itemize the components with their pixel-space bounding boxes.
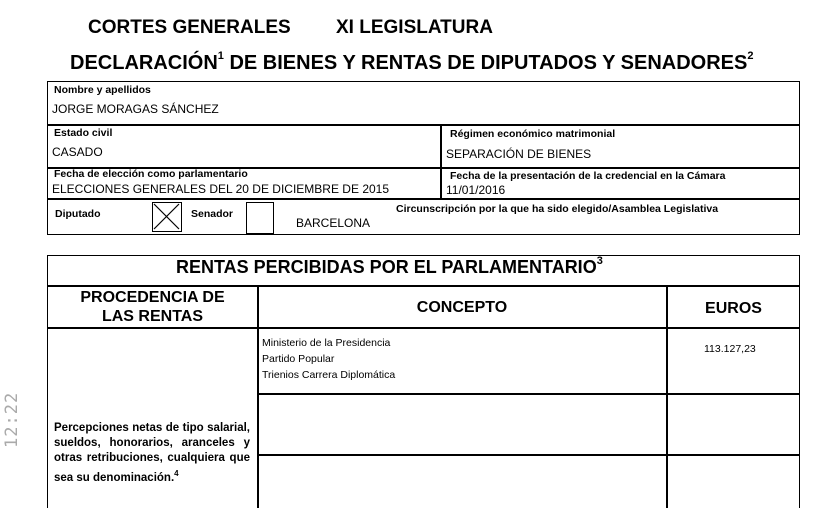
row-divider [257, 393, 800, 395]
election-date-label: Fecha de elección como parlamentario [54, 168, 248, 180]
title-footnote-1: 1 [217, 50, 224, 63]
col-origin-line2: LAS RENTAS [101, 308, 204, 325]
origin-description-text: Percepciones netas de tipo salarial, sueldos, honorarios, aranceles y otras retribuciones, cualquiera que sea su denominación. [54, 422, 250, 484]
concept-list [262, 335, 395, 383]
column-divider [666, 285, 668, 508]
check-x-icon [153, 203, 180, 230]
row-divider [257, 454, 800, 456]
deputy-checkbox[interactable] [152, 202, 182, 232]
civil-status-value: CASADO [52, 145, 103, 159]
origin-description-footnote: 4 [174, 469, 179, 478]
senator-checkbox[interactable] [246, 202, 274, 234]
col-header-origin [48, 288, 257, 326]
divider [440, 124, 442, 199]
col-origin-line1: PROCEDENCIA DE [80, 289, 225, 306]
income-title-text: RENTAS PERCIBIDAS POR EL PARLAMENTARIO [176, 257, 597, 277]
title-part1: DECLARACIÓN [70, 52, 218, 74]
income-section-title [176, 257, 603, 278]
election-date-value: ELECCIONES GENERALES DEL 20 DE DICIEMBRE DE 2015 [52, 182, 390, 196]
title-part2: DE BIENES Y RENTAS DE DIPUTADOS Y SENADORES [223, 52, 748, 74]
header-divider [47, 327, 800, 329]
constituency-label: Circunscripción por la que ha sido elegido/Asamblea Legislativa [396, 203, 719, 215]
constituency-value: BARCELONA [296, 216, 371, 230]
org-name: CORTES GENERALES [88, 17, 291, 38]
divider [47, 198, 800, 200]
credential-date-value: 11/01/2016 [446, 183, 506, 197]
col-header-concept: CONCEPTO [416, 299, 508, 316]
concept-item: Partido Popular [262, 353, 335, 365]
column-divider [257, 285, 259, 508]
title-footnote-2: 2 [747, 50, 754, 63]
income-title-footnote: 3 [596, 255, 603, 267]
credential-date-label: Fecha de la presentación de la credencial en la Cámara [450, 170, 726, 182]
origin-description [54, 421, 250, 486]
marital-regime-value: SEPARACIÓN DE BIENES [446, 147, 592, 161]
margin-stamp: 12:22 [2, 391, 22, 448]
legislature: XI LEGISLATURA [336, 17, 493, 38]
concept-item: Trienios Carrera Diplomática [262, 369, 396, 381]
divider [47, 124, 800, 126]
senator-label: Senador [191, 208, 234, 220]
document-title [70, 52, 753, 75]
divider [47, 285, 800, 287]
marital-regime-label: Régimen económico matrimonial [450, 128, 616, 140]
name-label: Nombre y apellidos [54, 84, 151, 96]
euros-value: 113.127,23 [704, 343, 756, 355]
deputy-label: Diputado [55, 208, 101, 220]
civil-status-label: Estado civil [54, 127, 113, 139]
concept-item: Ministerio de la Presidencia [262, 337, 391, 349]
name-value: JORGE MORAGAS SÁNCHEZ [52, 102, 219, 116]
col-header-euros: EUROS [705, 300, 762, 317]
